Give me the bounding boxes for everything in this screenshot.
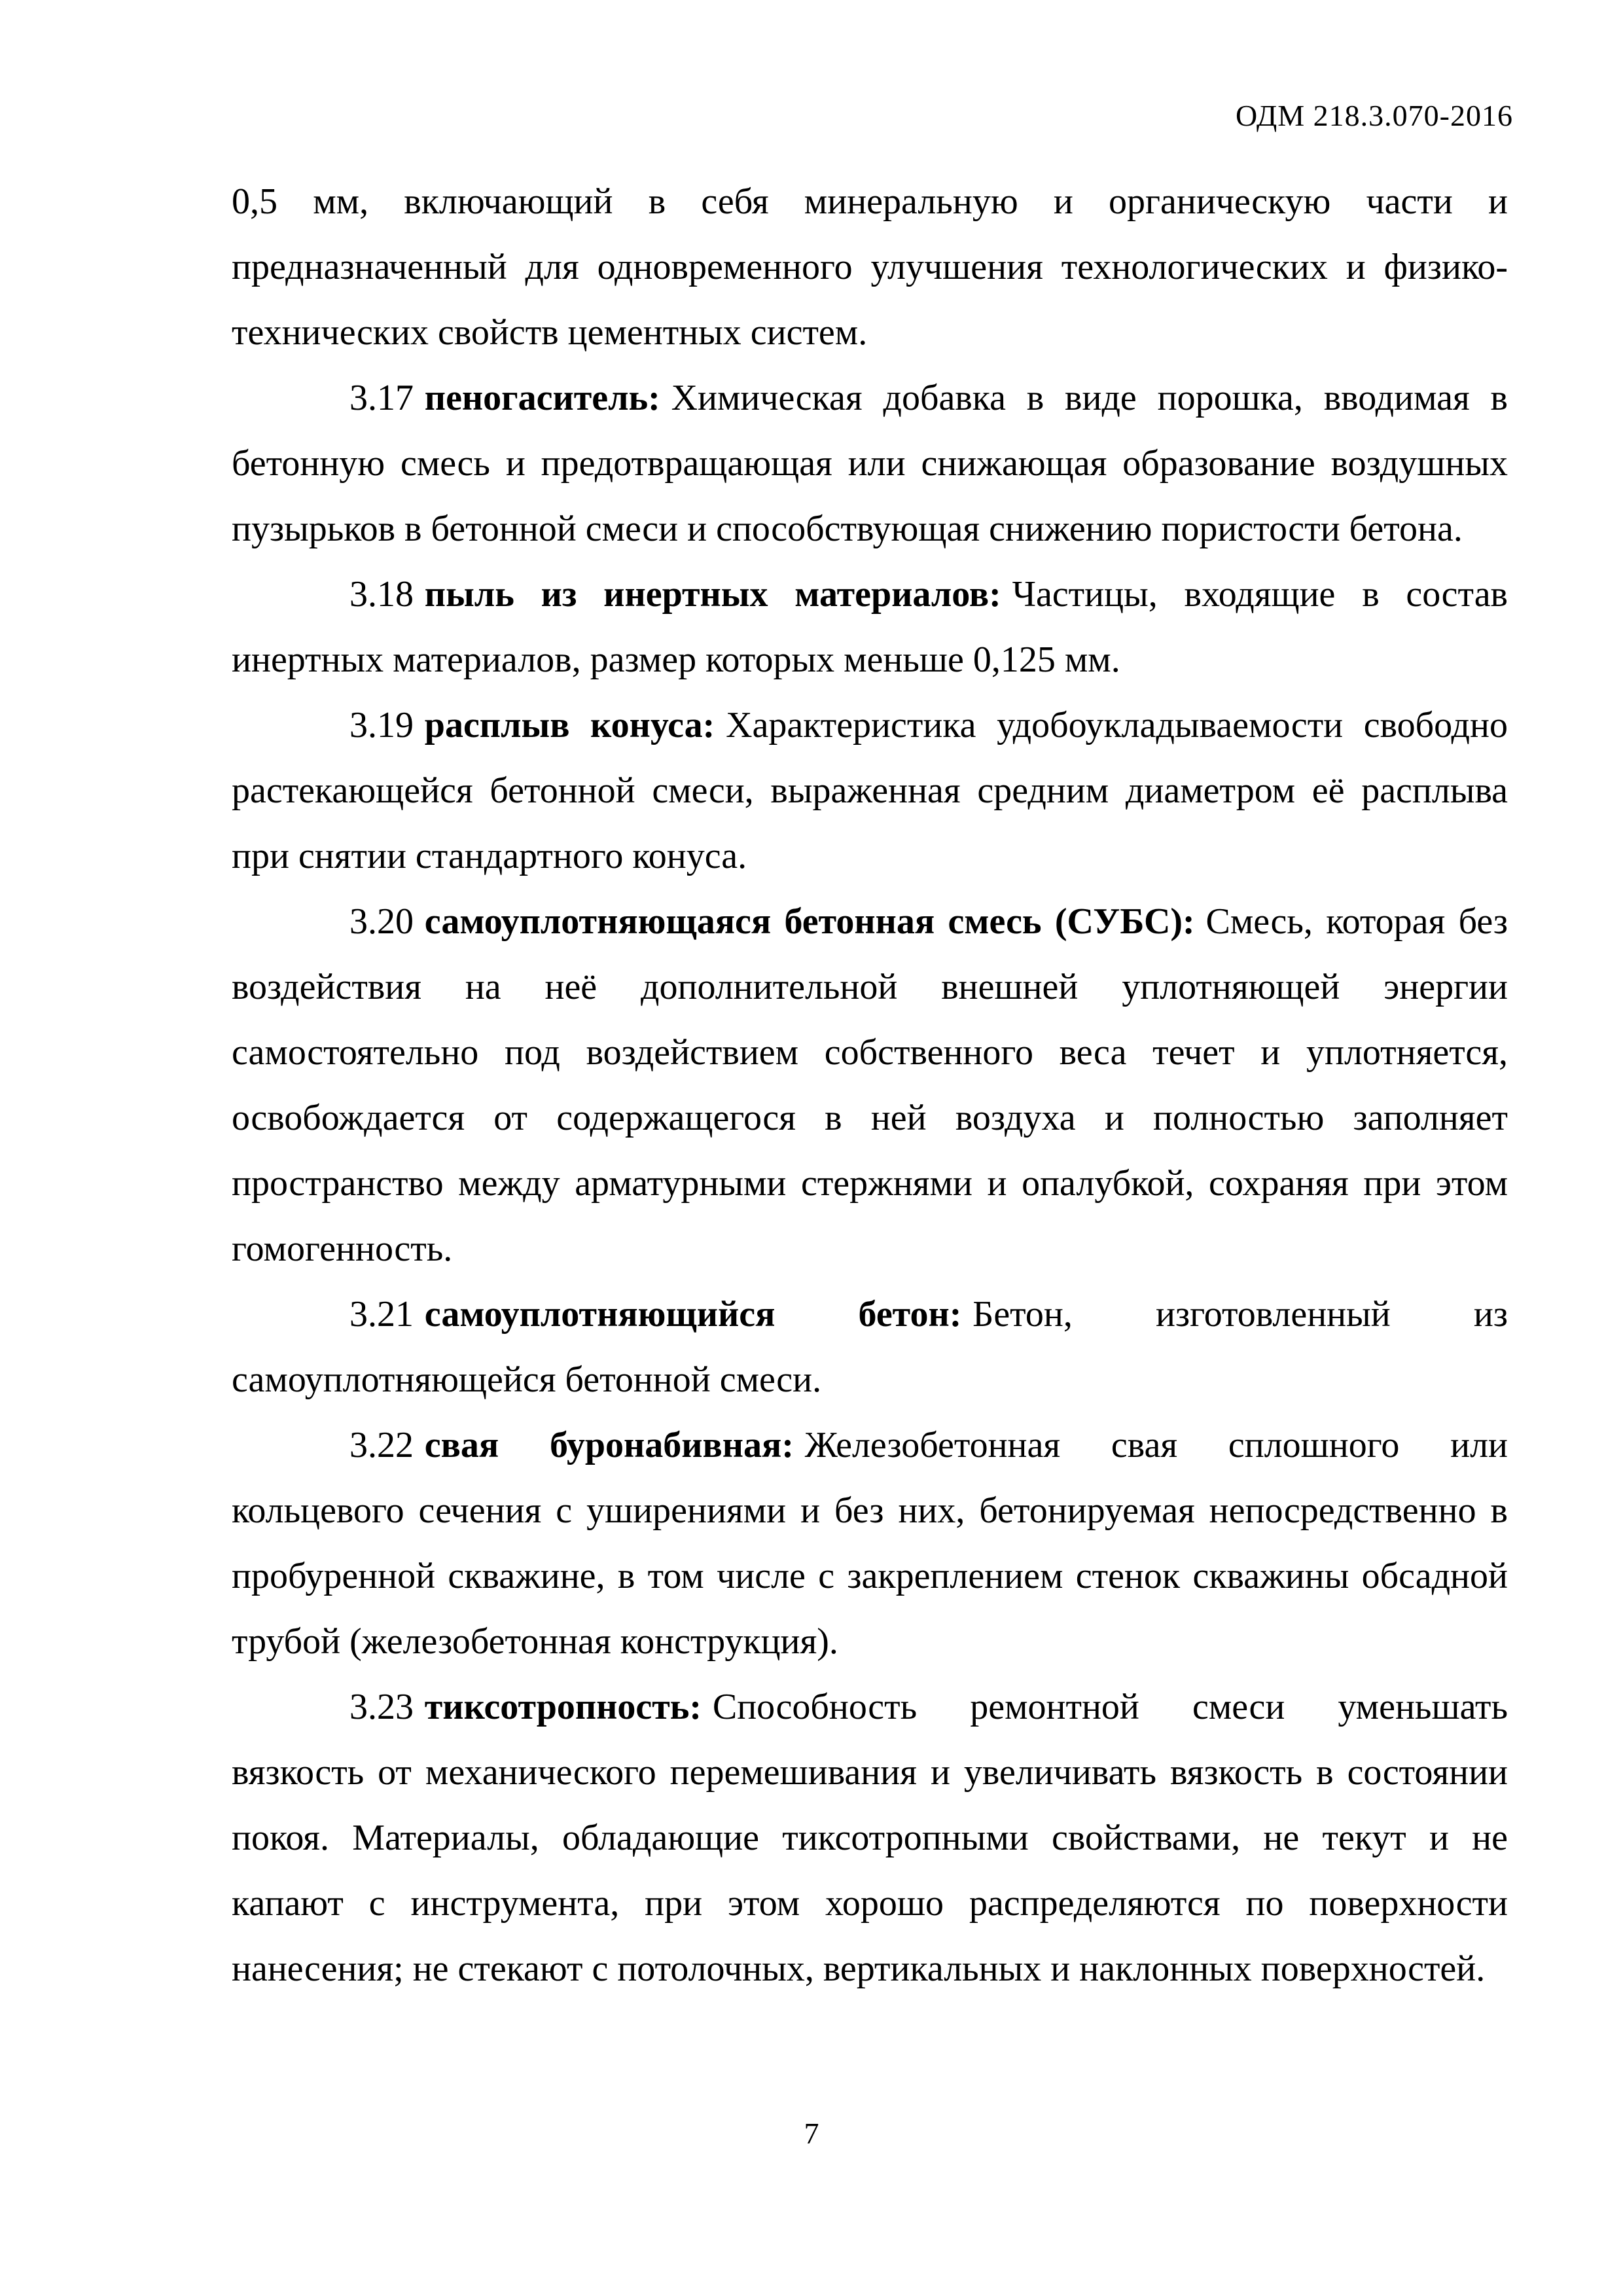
definition-3-20 xyxy=(232,889,1508,1282)
definition-term: самоуплотняющаяся бетонная смесь (СУБС): xyxy=(424,901,1195,942)
definition-text: Частицы, входящие в состав инертных материалов, размер которых меньше 0,125 мм. xyxy=(232,574,1508,680)
definition-term: свая буронабивная: xyxy=(424,1425,794,1465)
definition-number: 3.20 xyxy=(349,901,414,942)
definition-term: тиксотропность: xyxy=(424,1687,702,1727)
definition-number: 3.18 xyxy=(349,574,414,615)
continuation-paragraph: 0,5 мм, включающий в себя минеральную и органическую части и предназначенный для одновременного улучшения технологических и физико-технических свойств цементных систем. xyxy=(232,181,1508,353)
definition-3-17 xyxy=(232,365,1508,562)
definition-text: Характеристика удобоукладываемости свободно растекающейся бетонной смеси, выраженная средним диаметром её расплыва при снятии стандартного конуса. xyxy=(232,705,1508,876)
definition-3-23 xyxy=(232,1674,1508,2001)
definition-text: Смесь, которая без воздействия на неё дополнительной внешней уплотняющей энергии самостоятельно под воздействием собственного веса течет и уплотняется, освобождается от содержащегося в ней воздуха и полностью заполняет пространство между арматурными стержнями и опалубкой, сохраняя при этом гомогенность. xyxy=(232,901,1508,1269)
definition-3-19 xyxy=(232,692,1508,889)
definition-number: 3.19 xyxy=(349,705,414,745)
definition-number: 3.17 xyxy=(349,378,414,418)
definition-text: Способность ремонтной смеси уменьшать вязкость от механического перемешивания и увеличивать вязкость в состоянии покоя. Материалы, обладающие тиксотропными свойствами, не текут и не капают с инструмента, при этом хорошо распределяются по поверхности нанесения; не стекают с потолочных, вертикальных и наклонных поверхностей. xyxy=(232,1687,1508,1989)
definition-number: 3.23 xyxy=(349,1687,414,1727)
definition-text: Химическая добавка в виде порошка, вводимая в бетонную смесь и предотвращающая или снижающая образование воздушных пузырьков в бетонной смеси и способствующая снижению пористости бетона. xyxy=(232,378,1508,549)
definition-3-18 xyxy=(232,562,1508,692)
definition-term: самоуплотняющийся бетон: xyxy=(424,1294,962,1335)
definition-text: Бетон, изготовленный из самоуплотняющейся бетонной смеси. xyxy=(232,1294,1508,1400)
definition-number: 3.21 xyxy=(349,1294,414,1335)
definition-3-22 xyxy=(232,1412,1508,1674)
document-code-header: ОДМ 218.3.070-2016 xyxy=(1235,99,1513,132)
definition-term: пыль из инертных материалов: xyxy=(424,574,1001,615)
definition-text: Железобетонная свая сплошного или кольцевого сечения с уширениями и без них, бетонируемая непосредственно в пробуренной скважине, в том числе с закреплением стенок скважины обсадной трубой (железобетонная конструкция). xyxy=(232,1425,1508,1662)
page-body xyxy=(232,169,1508,2001)
definition-number: 3.22 xyxy=(349,1425,414,1465)
definition-term: пеногаситель: xyxy=(424,378,660,418)
definition-3-21 xyxy=(232,1282,1508,1412)
page-number: 7 xyxy=(804,2117,819,2150)
definition-term: расплыв конуса: xyxy=(424,705,715,745)
